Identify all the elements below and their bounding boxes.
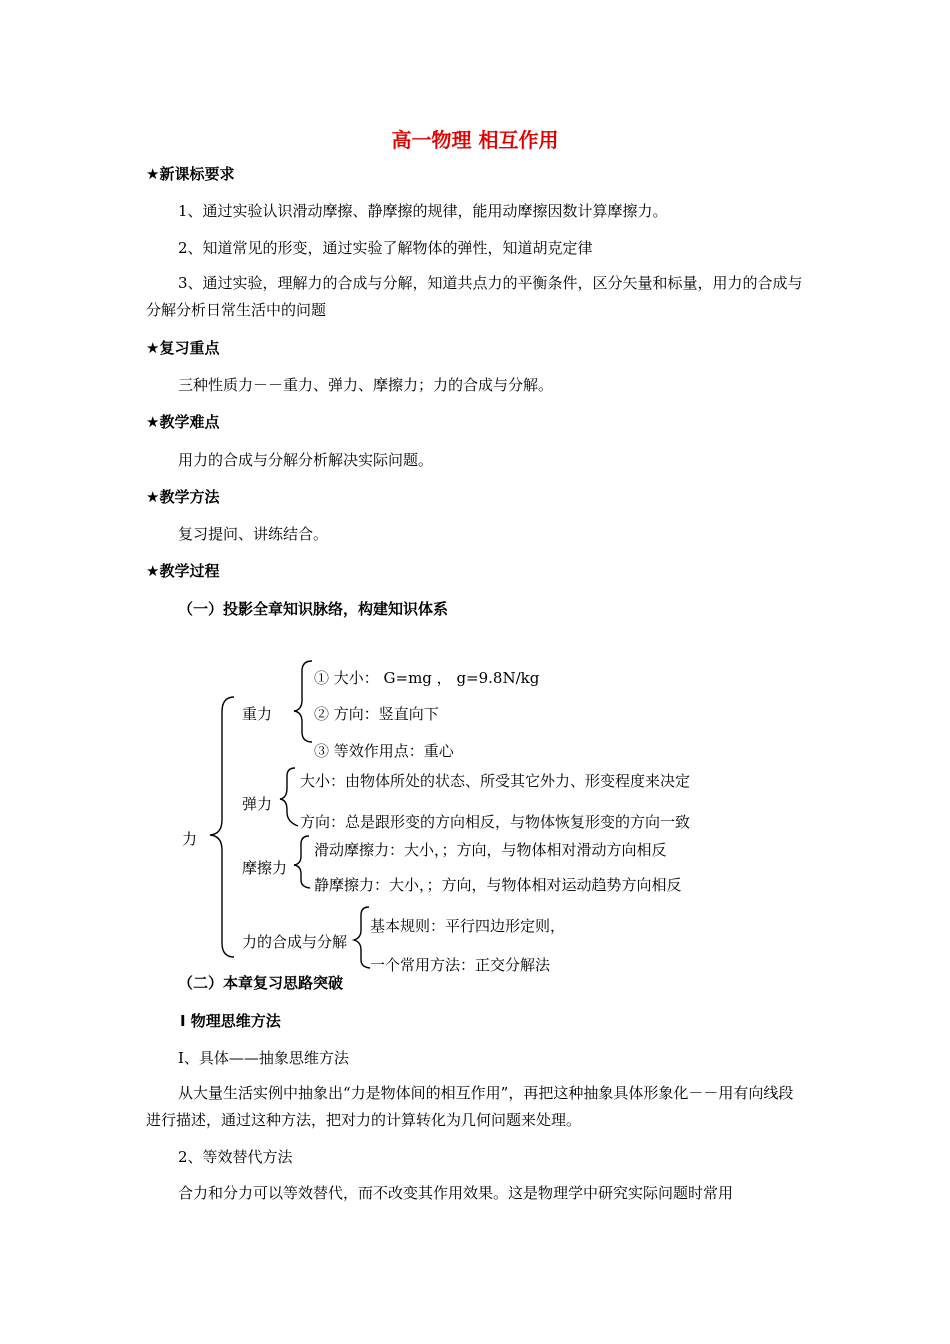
diagram-friction-item: 静摩擦力：大小，；方向，与物体相对运动趋势方向相反 xyxy=(314,876,682,894)
method-text: 复习提问、讲练结合。 xyxy=(178,525,329,543)
gravity-brace xyxy=(294,661,312,742)
diagram-gravity-item: ② 方向：竖直向下 xyxy=(314,705,439,723)
diagram-root-label: 力 xyxy=(182,830,198,848)
method-two-text: 合力和分力可以等效替代，而不改变其作用效果。这是物理学中研究实际问题时常用 xyxy=(178,1184,734,1202)
diagram-friction-item: 滑动摩擦力：大小，；方向，与物体相对滑动方向相反 xyxy=(314,841,667,859)
method-one-text: 从大量生活实例中抽象出“力是物体间的相互作用”，再把这种抽象具体形象化－－用有向线段进行描述，通过这种方法，把对力的计算转化为几何问题来处理。 xyxy=(146,1084,794,1129)
diagram-gravity-item: ① 大小： G=mg ， g=9.8N/kg xyxy=(314,669,540,687)
method-one-title: Ⅰ、具体——抽象思维方法 xyxy=(178,1049,349,1067)
diagram-composition-item: 一个常用方法：正交分解法 xyxy=(370,956,551,974)
process-part-two-i: Ⅰ 物理思维方法 xyxy=(180,1012,281,1030)
requirement-item: 3、通过实验，理解力的合成与分解，知道共点力的平衡条件，区分矢量和标量，用力的合成与分解分析日常生活中的问题 xyxy=(146,274,803,319)
elastic-brace xyxy=(280,768,298,826)
page-title: 高一物理 相互作用 xyxy=(391,128,559,152)
section-heading-requirements: ★新课标要求 xyxy=(146,165,235,183)
section-heading-method: ★教学方法 xyxy=(146,488,220,506)
process-part-two: （二）本章复习思路突破 xyxy=(178,974,344,992)
requirement-item: 2、知道常见的形变，通过实验了解物体的弹性，知道胡克定律 xyxy=(178,239,593,257)
method-two-title: 2、等效替代方法 xyxy=(178,1148,293,1166)
diagram-gravity-label: 重力 xyxy=(242,705,273,723)
diagram-elastic-item: 方向：总是跟形变的方向相反，与物体恢复形变的方向一致 xyxy=(300,813,691,831)
requirement-item: 1、通过实验认识滑动摩擦、静摩擦的规律，能用动摩擦因数计算摩擦力。 xyxy=(178,202,668,220)
diagram-elastic-label: 弹力 xyxy=(242,795,273,813)
section-heading-difficulty: ★教学难点 xyxy=(146,413,220,431)
diagram-elastic-item: 大小：由物体所处的状态、所受其它外力、形变程度来决定 xyxy=(300,772,691,790)
friction-brace xyxy=(294,836,310,888)
difficulty-text: 用力的合成与分解分析解决实际问题。 xyxy=(178,451,434,469)
section-heading-key-points: ★复习重点 xyxy=(146,339,220,357)
diagram-composition-label: 力的合成与分解 xyxy=(242,933,348,951)
composition-brace xyxy=(354,907,370,968)
section-heading-process: ★教学过程 xyxy=(146,562,220,580)
diagram-friction-label: 摩擦力 xyxy=(242,859,288,877)
process-part-one: （一）投影全章知识脉络，构建知识体系 xyxy=(178,600,449,618)
root-brace xyxy=(210,697,234,957)
diagram-gravity-item: ③ 等效作用点：重心 xyxy=(314,742,454,760)
diagram-composition-item: 基本规则：平行四边形定则， xyxy=(370,917,566,935)
key-points-text: 三种性质力－－重力、弹力、摩擦力；力的合成与分解。 xyxy=(178,376,554,394)
